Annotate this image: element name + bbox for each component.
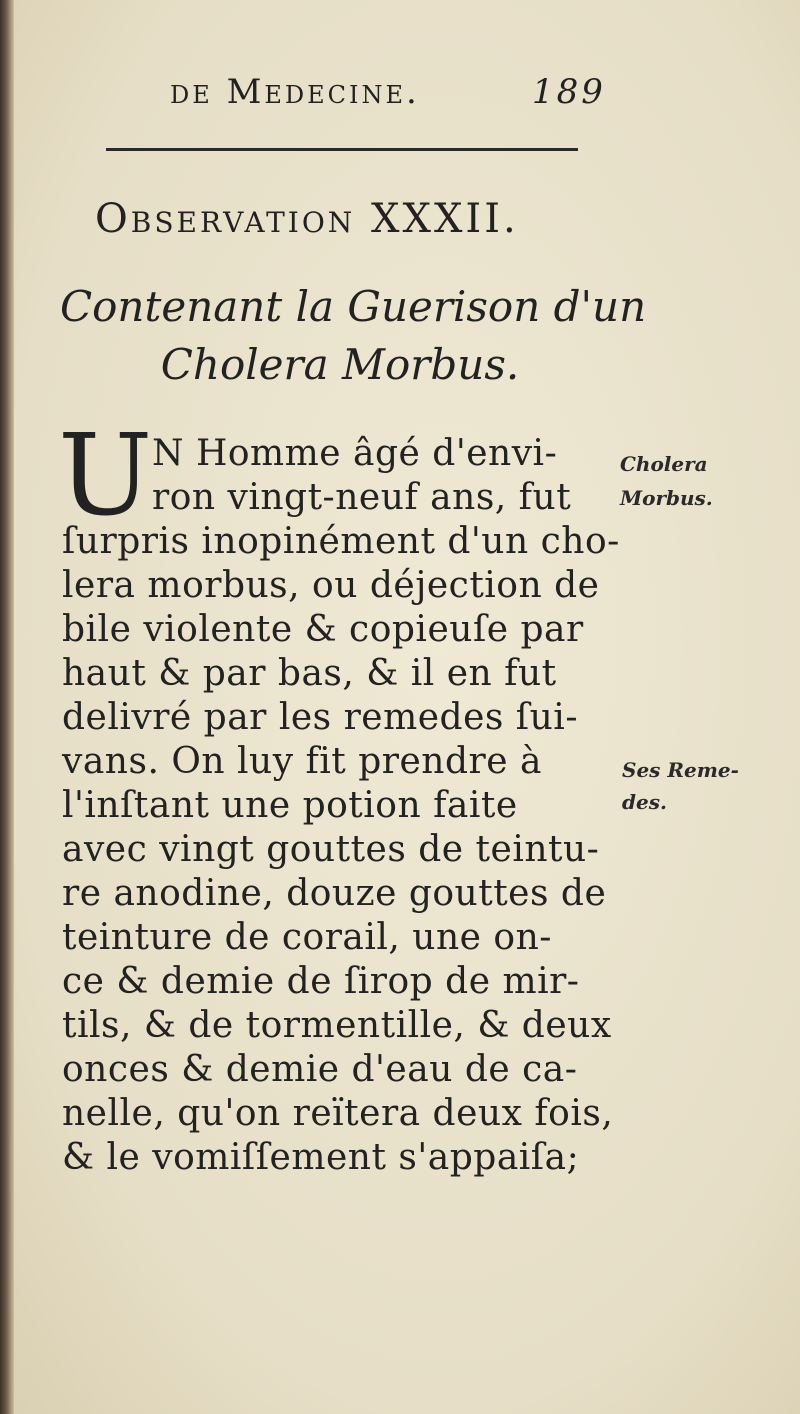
- body-line-6: haut & par bas, & il en fut: [62, 653, 557, 694]
- body-line-13: ce & demie de ſirop de mir-: [62, 961, 580, 1002]
- margin-note-cholera: Cholera: [620, 452, 708, 476]
- body-line-1: N Homme âgé d'envi-: [152, 433, 558, 474]
- body-line-5: bile violente & copieuſe par: [62, 609, 584, 650]
- body-line-16: nelle, qu'on reïtera deux fois,: [62, 1093, 614, 1134]
- body-line-4: lera morbus, ou déjection de: [62, 565, 600, 606]
- body-line-12: teinture de corail, une on-: [62, 917, 552, 958]
- body-line-2: ron vingt-neuf ans, fut: [152, 477, 572, 518]
- running-title: de Medecine.: [170, 72, 420, 112]
- margin-note-remedes: Ses Reme-: [622, 758, 739, 782]
- drop-cap: U: [58, 411, 153, 541]
- subtitle-line-2: Cholera Morbus.: [160, 340, 520, 389]
- body-line-7: delivré par les remedes ſui-: [62, 697, 578, 738]
- running-header: [170, 72, 630, 122]
- body-line-10: avec vingt gouttes de teintu-: [62, 829, 600, 870]
- body-line-15: onces & demie d'eau de ca-: [62, 1049, 578, 1090]
- observation-title: Observation XXXII.: [95, 196, 519, 242]
- body-line-3: ſurpris inopinément d'un cho-: [62, 521, 620, 562]
- margin-note-morbus: Morbus.: [620, 486, 713, 510]
- body-line-17: & le vomiſſement s'appaiſa;: [62, 1137, 580, 1178]
- book-gutter: [0, 0, 14, 1414]
- body-line-8: vans. On luy fit prendre à: [62, 741, 542, 782]
- body-line-14: tils, & de tormentille, & deux: [62, 1005, 612, 1046]
- margin-note-des: des.: [622, 790, 667, 814]
- body-line-11: re anodine, douze gouttes de: [62, 873, 607, 914]
- subtitle-line-1: Contenant la Guerison d'un: [60, 282, 647, 331]
- header-rule: [106, 148, 578, 151]
- page-number: 189: [532, 72, 606, 112]
- body-line-9: l'inſtant une potion faite: [62, 785, 518, 826]
